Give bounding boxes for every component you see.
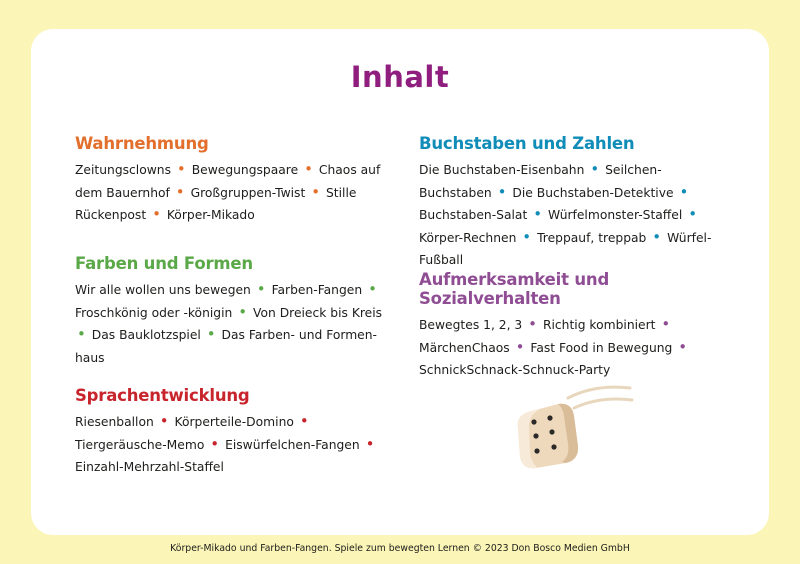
content-item: Zeitungsclowns bbox=[75, 163, 171, 177]
content-item: Das Bauklotzspiel bbox=[91, 328, 201, 342]
content-item: Tiergeräusche-Memo bbox=[75, 437, 205, 452]
bullet-separator: • bbox=[256, 280, 266, 298]
content-item: Froschkönig oder -königin bbox=[75, 305, 233, 320]
content-item: Riesenballon bbox=[75, 415, 154, 429]
bullet-separator: • bbox=[311, 182, 321, 201]
content-item: Die Buchstaben-Detektive bbox=[512, 185, 674, 200]
content-item: Farben-Fangen bbox=[271, 283, 363, 297]
content-item: Buchstaben-Salat bbox=[419, 208, 528, 222]
content-item: SchnickSchnack-Schnuck-Party bbox=[419, 363, 611, 377]
motion-lines bbox=[568, 387, 632, 408]
bullet-separator: • bbox=[515, 337, 525, 356]
content-item: Die Buchstaben-Eisenbahn bbox=[419, 163, 585, 177]
bullet-separator: • bbox=[497, 182, 507, 201]
section-sprachentwicklung bbox=[75, 386, 390, 479]
section-items bbox=[75, 159, 390, 227]
section-items bbox=[75, 279, 390, 369]
bullet-separator: • bbox=[77, 325, 86, 343]
bullet-separator: • bbox=[522, 227, 532, 246]
section-heading: Buchstaben und Zahlen bbox=[419, 134, 635, 153]
section-heading: Wahrnehmung bbox=[75, 134, 209, 153]
bullet-separator: • bbox=[590, 160, 600, 178]
content-item: Wir alle wollen uns bewegen bbox=[75, 283, 251, 297]
content-item: Fast Food in Bewegung bbox=[530, 340, 673, 355]
section-aufmerksamkeit-und-sozialverhalten bbox=[419, 270, 729, 382]
section-wahrnehmung bbox=[75, 134, 390, 227]
bullet-separator: • bbox=[368, 280, 377, 298]
bullet-separator: • bbox=[528, 315, 538, 333]
dice-body bbox=[518, 404, 578, 469]
bullet-separator: • bbox=[679, 182, 689, 201]
page-title: Inhalt bbox=[350, 60, 450, 94]
content-item: Bewegtes 1, 2, 3 bbox=[419, 318, 523, 332]
bullet-separator: • bbox=[152, 205, 161, 223]
content-item: Richtig kombiniert bbox=[542, 318, 656, 332]
bullet-separator: • bbox=[365, 434, 375, 453]
content-item: Bewegungspaare bbox=[191, 163, 299, 177]
content-item: Chaos auf dem Bauernhof bbox=[75, 163, 381, 200]
bullet-separator: • bbox=[304, 160, 313, 178]
section-buchstaben-und-zahlen bbox=[419, 134, 729, 272]
content-item: Körperteile-Domino bbox=[174, 415, 294, 429]
dice-illustration bbox=[500, 380, 640, 480]
bullet-separator: • bbox=[652, 227, 662, 246]
content-item: Seilchen-Buchstaben bbox=[419, 163, 662, 200]
bullet-separator: • bbox=[533, 205, 543, 223]
bullet-separator: • bbox=[159, 412, 169, 430]
section-heading: Farben und Formen bbox=[75, 254, 253, 273]
section-heading: Aufmerksamkeit und Sozialverhalten bbox=[419, 270, 610, 308]
bullet-separator: • bbox=[206, 325, 216, 343]
bullet-separator: • bbox=[176, 160, 186, 178]
bullet-separator: • bbox=[299, 412, 309, 430]
content-item: Von Dreieck bis Kreis bbox=[253, 305, 383, 320]
footer-copyright: Körper-Mikado und Farben-Fangen. Spiele zum bewegten Lernen © 2023 Don Bosco Medien GmbH bbox=[170, 543, 630, 554]
content-item: Würfel-Fußball bbox=[419, 230, 712, 267]
content-item: Körper-Mikado bbox=[166, 208, 255, 222]
content-item: Würfelmonster-Staffel bbox=[547, 208, 683, 222]
content-item: Großgruppen-Twist bbox=[190, 185, 306, 200]
section-heading: Sprachentwicklung bbox=[75, 386, 250, 405]
bullet-separator: • bbox=[238, 302, 248, 321]
content-item: Körper-Rechnen bbox=[419, 230, 517, 245]
bullet-separator: • bbox=[661, 315, 671, 333]
section-items bbox=[419, 314, 729, 382]
content-item: Einzahl-Mehrzahl-Staffel bbox=[75, 460, 224, 474]
bullet-separator: • bbox=[678, 337, 688, 356]
bullet-separator: • bbox=[210, 434, 220, 453]
content-item: Treppauf, treppab bbox=[537, 230, 647, 245]
section-items bbox=[75, 411, 390, 479]
content-item: Das Farben- und Formenhaus bbox=[75, 328, 377, 365]
bullet-separator: • bbox=[688, 205, 698, 223]
bullet-separator: • bbox=[175, 182, 185, 201]
content-item: Stille Rückenpost bbox=[75, 185, 357, 222]
section-items bbox=[419, 159, 729, 272]
content-item: Eiswürfelchen-Fangen bbox=[225, 437, 360, 452]
content-item: MärchenChaos bbox=[419, 340, 510, 355]
section-farben-und-formen bbox=[75, 254, 390, 369]
